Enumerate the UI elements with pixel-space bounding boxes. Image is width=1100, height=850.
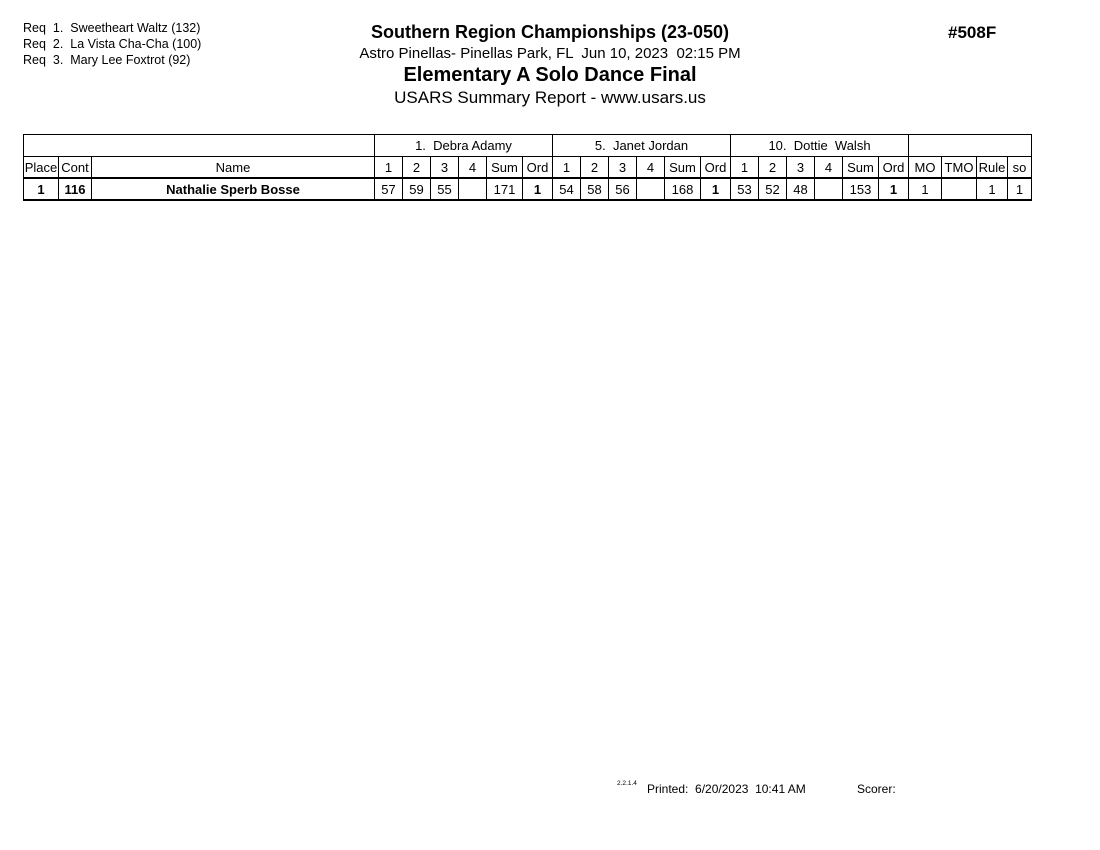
judge-row-spacer-left [24, 135, 375, 157]
printed-label: Printed: [647, 782, 689, 796]
event-title: Elementary A Solo Dance Final [403, 64, 697, 86]
venue-date-line: Astro Pinellas- Pinellas Park, FL Jun 10, 2023 02:15 PM [359, 45, 741, 62]
result-so: 1 [1008, 178, 1032, 200]
competition-title: Southern Region Championships (23-050) [370, 22, 730, 42]
j1-score-3: 55 [431, 178, 459, 200]
col-header-j3-sum: Sum [843, 157, 879, 179]
report-number: #508F [948, 23, 997, 42]
col-header-j1-ord: Ord [523, 157, 553, 179]
scorer-label: Scorer: [857, 782, 896, 796]
result-row [24, 178, 1032, 200]
col-header-j3-2: 2 [759, 157, 787, 179]
j1-sum: 171 [487, 178, 523, 200]
j3-sum: 153 [843, 178, 879, 200]
col-header-name: Name [92, 157, 375, 179]
result-cont-number: 116 [59, 178, 92, 200]
column-header-row [24, 157, 1032, 179]
j3-score-1: 53 [731, 178, 759, 200]
requirement-item-1: Req 1. Sweetheart Waltz (132) [23, 21, 201, 35]
j2-score-2: 58 [581, 178, 609, 200]
j2-score-4 [637, 178, 665, 200]
col-header-j3-3: 3 [787, 157, 815, 179]
result-place: 1 [24, 178, 59, 200]
j2-ordinal: 1 [701, 178, 731, 200]
col-header-j2-3: 3 [609, 157, 637, 179]
col-header-j2-2: 2 [581, 157, 609, 179]
col-header-rule: Rule [977, 157, 1008, 179]
judge-header-1: 1. Debra Adamy [375, 135, 553, 157]
j3-score-2: 52 [759, 178, 787, 200]
j2-score-3: 56 [609, 178, 637, 200]
judge-header-2: 5. Janet Jordan [553, 135, 731, 157]
report-name: USARS Summary Report - www.usars.us [394, 88, 706, 107]
judge-header-3: 10. Dottie Walsh [731, 135, 909, 157]
j1-score-4 [459, 178, 487, 200]
col-header-j1-4: 4 [459, 157, 487, 179]
result-rule: 1 [977, 178, 1008, 200]
col-header-place: Place [24, 157, 59, 179]
result-skater-name: Nathalie Sperb Bosse [92, 178, 375, 200]
j2-sum: 168 [665, 178, 701, 200]
result-tmo [942, 178, 977, 200]
judge-header-row [24, 135, 1032, 157]
col-header-j2-4: 4 [637, 157, 665, 179]
j3-score-4 [815, 178, 843, 200]
col-header-j1-1: 1 [375, 157, 403, 179]
col-header-j1-sum: Sum [487, 157, 523, 179]
col-header-mo: MO [909, 157, 942, 179]
col-header-j3-4: 4 [815, 157, 843, 179]
j1-ordinal: 1 [523, 178, 553, 200]
requirement-item-2: Req 2. La Vista Cha-Cha (100) [23, 37, 202, 51]
printed-line [647, 782, 806, 796]
report-header [0, 21, 1100, 109]
judge-row-spacer-right [909, 135, 1032, 157]
col-header-j1-3: 3 [431, 157, 459, 179]
col-header-j3-1: 1 [731, 157, 759, 179]
result-mo: 1 [909, 178, 942, 200]
results-table [23, 134, 1032, 201]
col-header-j3-ord: Ord [879, 157, 909, 179]
printed-value: 6/20/2023 10:41 AM [695, 782, 806, 796]
j3-ordinal: 1 [879, 178, 909, 200]
col-header-cont: Cont [59, 157, 92, 179]
j1-score-2: 59 [403, 178, 431, 200]
j2-score-1: 54 [553, 178, 581, 200]
j1-score-1: 57 [375, 178, 403, 200]
software-version: 2.2.1.4 [617, 780, 637, 787]
j3-score-3: 48 [787, 178, 815, 200]
col-header-j1-2: 2 [403, 157, 431, 179]
requirement-item-3: Req 3. Mary Lee Foxtrot (92) [23, 53, 191, 67]
col-header-tmo: TMO [942, 157, 977, 179]
col-header-j2-1: 1 [553, 157, 581, 179]
col-header-so: so [1008, 157, 1032, 179]
col-header-j2-ord: Ord [701, 157, 731, 179]
col-header-j2-sum: Sum [665, 157, 701, 179]
